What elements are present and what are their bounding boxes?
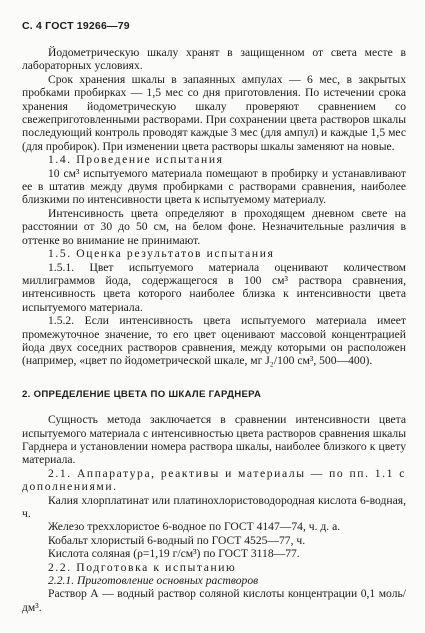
paragraph-result-1-5-2: 1.5.2. Если интенсивность цвета испытуемого материала имеет промежуточное значение, то его цвет оценивают массовой концентрацией йода двух соседних растворов сравнения, между которыми он расположен (например, «цвет по йодометрической шкале, мг J₂/100 см³, 500—400). [22, 314, 406, 368]
heading-apparatus: 2.1. Аппаратура, реактивы и материалы — по пп. 1.1 с дополнениями. [22, 466, 406, 494]
paragraph-solution-a: Раствор А — водный раствор соляной кислоты концентрации 0,1 моль/дм³. [22, 587, 406, 614]
reagent-cobalt-chloride: Кобальт хлористый 6-водный по ГОСТ 4525—77, ч. [48, 533, 306, 547]
reagent-potassium: Калия хлорплатинат или платинохлористоводородная кислота 6-водная, ч. [22, 493, 406, 520]
section-spacer [22, 401, 406, 413]
heading-preparation: 2.2. Подготовка к испытанию [48, 560, 237, 574]
page-header: С. 4 ГОСТ 19266—79 [22, 20, 130, 32]
paragraph-storage-term: Срок хранения шкалы в запаянных ампулах — 6 мес, в закрытых пробками пробирках — 1,5 мес со дня приготовления. По истечении срока хранения йодометрическую шкалу проверяют сравнением со свежеприготовленными растворами. При сохранении цвета растворов шкалы последующий контроль проводят каждые 3 мес (для ампул) и каждые 1,5 мес (для пробирок). При изменении цвета растворы шкалы заменяют на новые. [22, 72, 406, 153]
heading-stock-solutions: 2.2.1. Приготовление основных растворов [48, 574, 259, 588]
reagent-iron-chloride: Железо треххлористое 6-водное по ГОСТ 4147—74, ч. д. а. [48, 520, 341, 534]
paragraph-testing-procedure: 10 см³ испытуемого материала помещают в пробирку и устанавливают ее в штатив между двумя пробирками с растворами сравнения, наиболее близкими по интенсивности цвета к испытуемому материалу. [22, 166, 406, 207]
heading-results: 1.5. Оценка результатов испытания [48, 247, 275, 261]
section-spacer [22, 368, 406, 388]
document-body [22, 46, 406, 614]
reagent-hydrochloric-acid: Кислота соляная (ρ=1,19 г/см³) по ГОСТ 3118—77. [48, 547, 300, 561]
paragraph-storage-place: Йодометрическую шкалу хранят в защищенном от света месте в лабораторных условиях. [22, 46, 406, 73]
section-title-gardner: 2. ОПРЕДЕЛЕНИЕ ЦВЕТА ПО ШКАЛЕ ГАРДНЕРА [22, 388, 262, 400]
heading-testing: 1.4. Проведение испытания [48, 153, 224, 167]
paragraph-method-essence: Сущность метода заключается в сравнении интенсивности цвета испытуемого материала с интенсивностью цвета растворов сравнения шкалы Гарднера и установлении номера раствора шкалы, наиболее близкого к цвету материала. [22, 413, 406, 467]
paragraph-color-intensity: Интенсивность цвета определяют в проходящем дневном свете на расстоянии от 30 до 50 см, на белом фоне. Незначительные различия в оттенке во внимание не принимают. [22, 206, 406, 247]
paragraph-result-1-5-1: 1.5.1. Цвет испытуемого материала оценивают количеством миллиграммов йода, содержащегося в 100 см³ раствора сравнения, интенсивность цвета которого наиболее близка к интенсивности цвета испытуемого материала. [22, 260, 406, 314]
